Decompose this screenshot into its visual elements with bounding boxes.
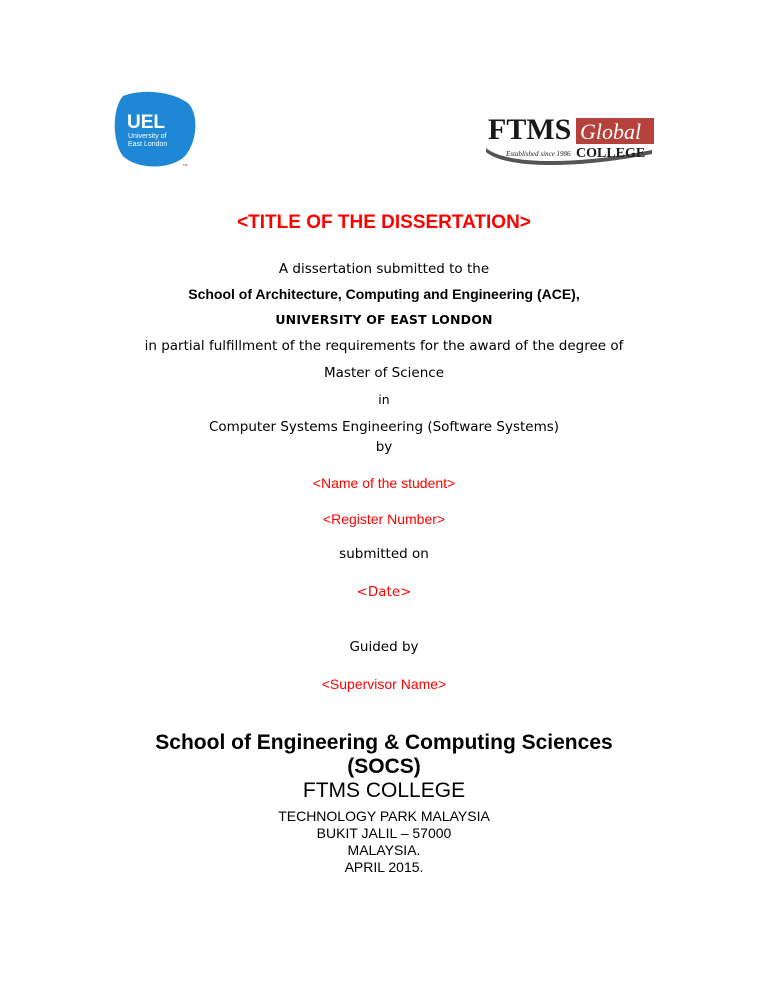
register-number: <Register Number> — [322, 511, 446, 527]
guided-by: Guided by — [349, 639, 419, 655]
address-line-3: MALAYSIA. — [347, 842, 421, 858]
ftms-logo — [484, 108, 656, 168]
uel-line2: East London — [128, 141, 168, 148]
footer-school: School of Engineering & Computing Sciences — [155, 731, 613, 754]
submission-date: <Date> — [356, 584, 412, 600]
by-text: by — [375, 439, 393, 455]
degree: Master of Science — [323, 365, 445, 381]
uel-big: UEL — [127, 112, 165, 133]
university-name: UNIVERSITY OF EAST LONDON — [275, 312, 493, 327]
submitted-to: A dissertation submitted to the — [278, 261, 490, 277]
address-line-2: BUKIT JALIL – 57000 — [316, 825, 452, 841]
address-line-4: APRIL 2015. — [344, 859, 424, 875]
submitted-on: submitted on — [339, 546, 429, 562]
footer-socs: (SOCS) — [347, 755, 421, 778]
uel-tm: TM — [183, 163, 188, 167]
program: Computer Systems Engineering (Software Systems) — [208, 419, 560, 435]
ftms-est: Established since 1986 — [506, 150, 571, 158]
supervisor-name: <Supervisor Name> — [321, 676, 447, 692]
ftms-main: FTMS — [488, 113, 572, 146]
uel-logo — [113, 90, 197, 168]
in-text: in — [378, 392, 390, 407]
address-line-1: TECHNOLOGY PARK MALAYSIA — [278, 808, 490, 824]
school-ace: School of Architecture, Computing and Engineering (ACE), — [188, 286, 580, 302]
footer-college: FTMS COLLEGE — [302, 779, 466, 802]
partial-fulfillment: in partial fulfillment of the requirements for the award of the degree of — [144, 338, 624, 354]
dissertation-title: <TITLE OF THE DISSERTATION> — [237, 212, 531, 233]
uel-line1: University of — [128, 133, 167, 140]
ftms-college: COLLEGE — [576, 146, 646, 161]
student-name: <Name of the student> — [312, 475, 456, 491]
ftms-script: Global — [580, 119, 642, 144]
